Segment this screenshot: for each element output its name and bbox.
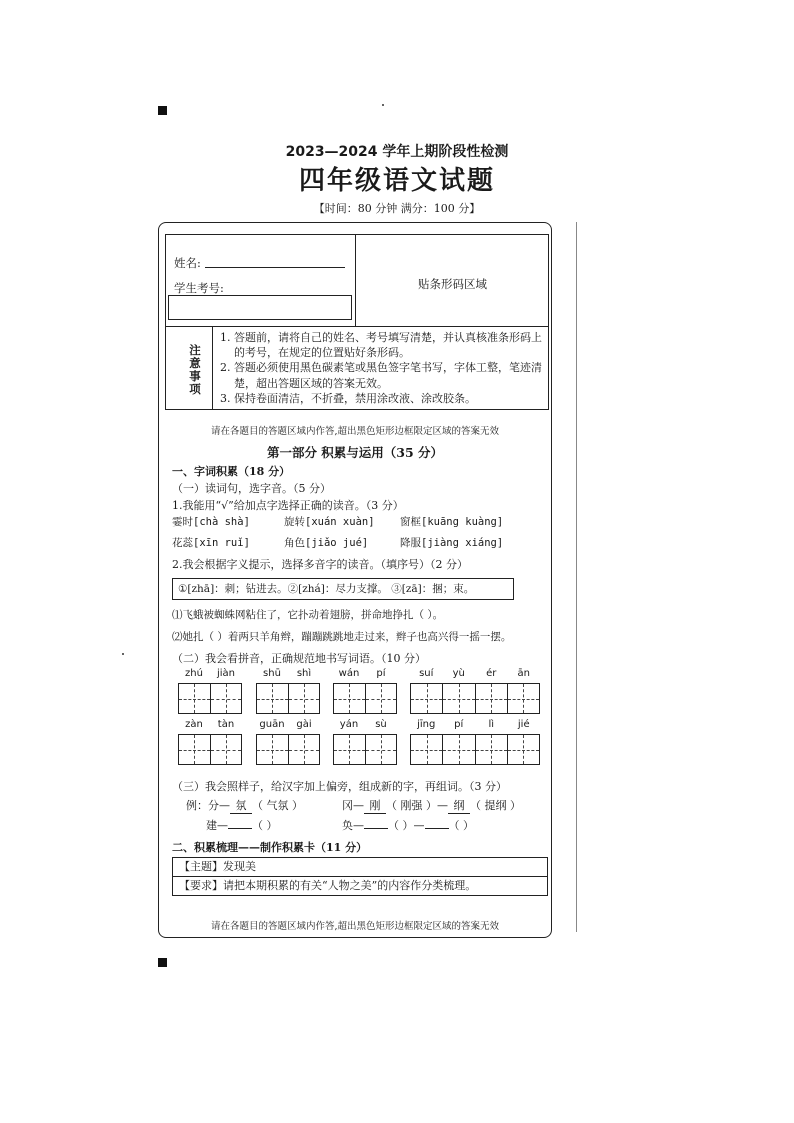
card-theme: 【主题】发现美 [172, 857, 548, 877]
section-heading: 一、字词积累（18 分） [172, 465, 291, 478]
pinyin-group: zàn tàn [185, 719, 235, 730]
pinyin-group: guān gài [259, 719, 312, 730]
scan-dot [122, 653, 124, 655]
writing-grid[interactable] [410, 683, 540, 714]
writing-grid[interactable] [178, 683, 242, 714]
writing-grid[interactable] [256, 734, 320, 765]
divider [212, 326, 213, 410]
question-text: 1.我能用“√”给加点字选择正确的读音。（3 分） [172, 499, 404, 512]
part-title: 第一部分 积累与运用（35 分） [266, 445, 444, 460]
example-row: 例：分— 氛 （ 气氛 ） [186, 799, 303, 812]
margin-rule [576, 222, 577, 932]
word-option[interactable]: 窗框[kuāng kuàng] [400, 516, 504, 528]
exam-subtitle: 2023—2024 学年上期阶段性检测 [285, 144, 509, 160]
notice-item: 3. 保持卷面清洁，不折叠，禁用涂改液、涂改胶条。 [220, 391, 476, 405]
pinyin-group: yán sù [339, 719, 387, 730]
writing-grid[interactable] [410, 734, 540, 765]
answer-area-warning: 请在各题目的答题区域内作答,超出黑色矩形边框限定区域的答案无效 [210, 921, 500, 932]
fill-in-item[interactable]: ⑵她扎（ ）着两只羊角辫，蹦蹦跳跳地走过来，辫子也高兴得一摇一摆。 [172, 631, 512, 643]
pinyin-group: jīng pí lì jié [417, 719, 530, 730]
writing-grid[interactable] [333, 734, 397, 765]
notice-label: 注意事项 [189, 343, 201, 396]
subsection-heading: （三）我会照样子，给汉字加上偏旁，组成新的字，再组词。（3 分） [172, 780, 507, 793]
notice-item: 1. 答题前，请将自己的姓名、考号填写清楚，并认真核准条形码上的考号，在规定的位置贴好条形码。 [220, 331, 542, 360]
student-id-label: 学生考号: [174, 281, 224, 295]
scan-dot [382, 104, 384, 106]
student-id-field[interactable] [168, 295, 352, 320]
corner-mark [158, 958, 167, 967]
writing-grid[interactable] [178, 734, 242, 765]
subsection-heading: （一）读词句，选字音。（5 分） [172, 482, 331, 495]
word-option[interactable]: 霎时[chà shà] [172, 516, 250, 528]
pronunciation-hint: ①[zhā]：刺；钻进去。②[zhá]：尽力支撑。 ③[zā]：捆；束。 [172, 578, 514, 600]
fill-in-item[interactable]: ⑴飞蛾被蜘蛛网粘住了，它扑动着翅膀，拼命地挣扎（ ）。 [172, 609, 444, 621]
word-option[interactable]: 旋转[xuán xuàn] [284, 516, 375, 528]
example-row: 冈— 刚 （ 刚强 ）— 纲 （ 提纲 ） [342, 799, 521, 812]
name-label: 姓名: [174, 256, 201, 270]
pinyin-group: suí yù ér ān [419, 668, 530, 679]
pinyin-group: shū shì [263, 668, 312, 679]
subsection-heading: （二）我会看拼音，正确规范地书写词语。（10 分） [172, 652, 426, 665]
divider [165, 326, 549, 327]
exam-title: 四年级语文试题 [298, 166, 495, 196]
word-option[interactable]: 角色[jiǎo jué] [284, 537, 369, 549]
card-requirement: 【要求】请把本期积累的有关“人物之美”的内容作分类梳理。 [172, 876, 548, 896]
exercise-row[interactable]: 奂— （ ）— （ ） [342, 819, 474, 832]
writing-grid[interactable] [256, 683, 320, 714]
answer-area-warning: 请在各题目的答题区域内作答,超出黑色矩形边框限定区域的答案无效 [210, 426, 500, 437]
barcode-area: 贴条形码区域 [418, 277, 487, 291]
word-option[interactable]: 花蕊[xīn ruǐ] [172, 537, 250, 549]
question-text: 2.我会根据字义提示，选择多音字的读音。（填序号）（2 分） [172, 558, 468, 571]
writing-grid[interactable] [333, 683, 397, 714]
word-option[interactable]: 降服[jiàng xiáng] [400, 537, 504, 549]
corner-mark [158, 106, 167, 115]
time-info: 【时间：80 分钟 满分：100 分】 [313, 202, 481, 215]
name-field[interactable] [205, 267, 345, 268]
pinyin-group: wán pí [338, 668, 386, 679]
notice-item: 2. 答题必须使用黑色碳素笔或黑色签字笔书写，字体工整，笔迹清楚，超出答题区域的答案无效。 [220, 361, 542, 390]
pinyin-group: zhú jiàn [185, 668, 236, 679]
section-heading: 二、积累梳理——制作积累卡（11 分） [172, 841, 368, 854]
notice-list [220, 330, 544, 406]
exercise-row[interactable]: 建— （ ） [206, 819, 278, 832]
